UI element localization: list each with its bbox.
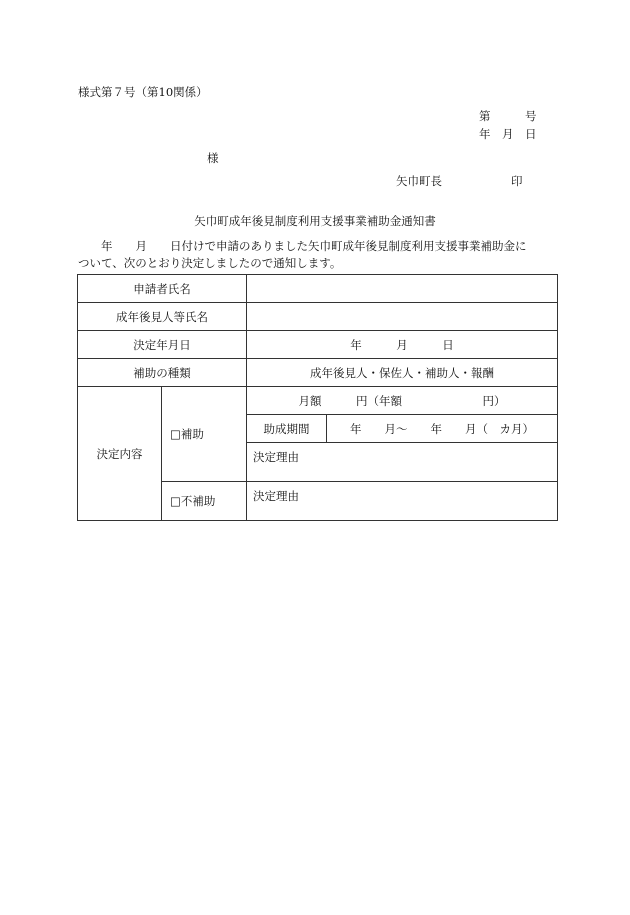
form-number: 様式第７号（第10関係） [78, 85, 208, 99]
subsidy-checkbox-label: □補助 [170, 427, 204, 441]
table-row [78, 303, 558, 331]
body-text-line-2: ついて、次のとおり決定しましたので通知します。 [78, 256, 342, 270]
table-row [78, 387, 558, 415]
guardian-name-field[interactable] [247, 303, 558, 331]
issuer: 矢巾町長 印 [396, 174, 523, 188]
applicant-name-label: 申請者氏名 [78, 275, 247, 303]
decision-content-label: 決定内容 [78, 387, 162, 521]
decision-reason-label-2: 決定理由 [253, 489, 299, 503]
period-field[interactable]: 年 月〜 年 月（ カ月） [327, 415, 558, 443]
subsidy-type-label: 補助の種類 [78, 359, 247, 387]
notification-table [77, 274, 558, 521]
addressee: 様 [207, 151, 219, 165]
body-text-line-1: 年 月 日付けで申請のありました矢巾町成年後見制度利用支援事業補助金に [78, 239, 527, 253]
decision-reason-label-1: 決定理由 [253, 450, 299, 464]
applicant-name-field[interactable] [247, 275, 558, 303]
no-subsidy-checkbox[interactable] [162, 482, 247, 521]
subsidy-type-options[interactable]: 成年後見人・保佐人・補助人・報酬 [247, 359, 558, 387]
decision-date-label: 決定年月日 [78, 331, 247, 359]
table-row [78, 359, 558, 387]
subsidy-checkbox[interactable] [162, 387, 247, 482]
document-number: 第 号 [479, 109, 537, 123]
decision-reason-field-1[interactable] [247, 443, 558, 482]
table-row [78, 275, 558, 303]
guardian-name-label: 成年後見人等氏名 [78, 303, 247, 331]
decision-date-field[interactable]: 年 月 日 [247, 331, 558, 359]
no-subsidy-checkbox-label: □不補助 [170, 494, 216, 508]
table-row [78, 331, 558, 359]
decision-reason-field-2[interactable] [247, 482, 558, 521]
document-date: 年 月 日 [479, 127, 537, 141]
document-title: 矢巾町成年後見制度利用支援事業補助金通知書 [194, 214, 436, 228]
period-label: 助成期間 [247, 415, 327, 443]
monthly-amount-field[interactable]: 月額 円（年額 円） [247, 387, 558, 415]
